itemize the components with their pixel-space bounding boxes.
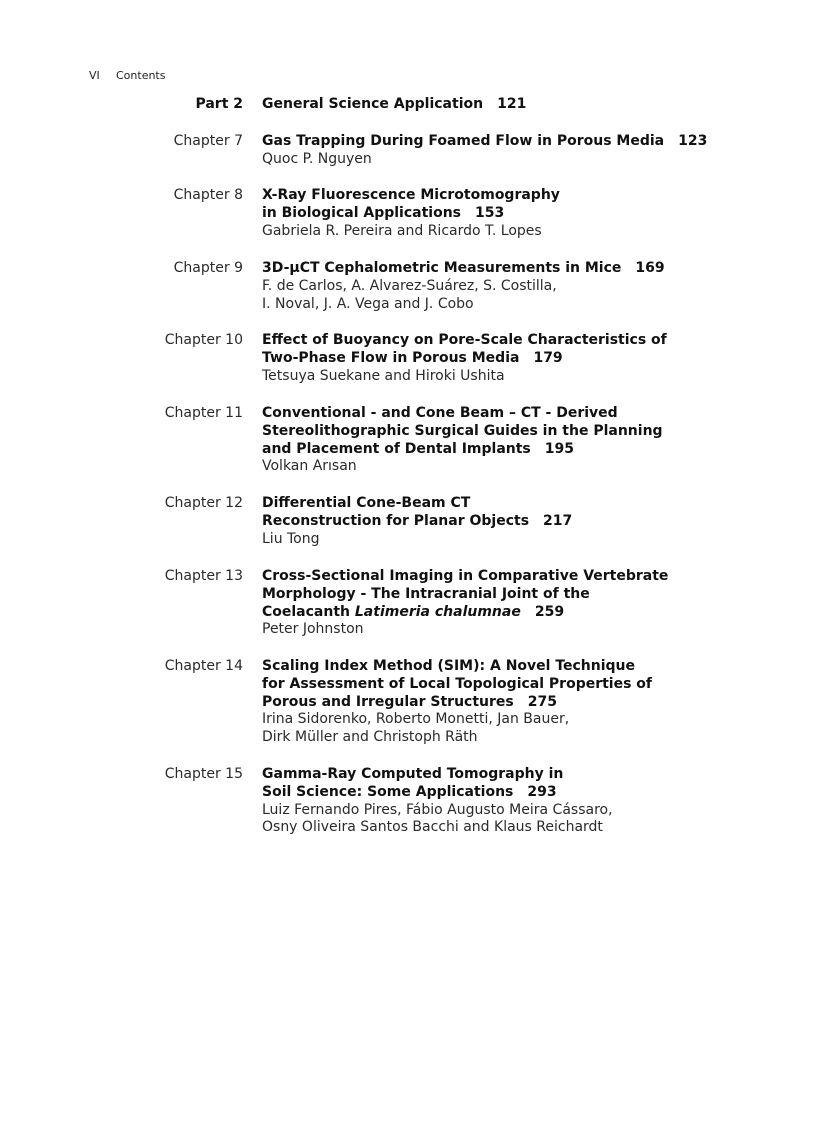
chapter-title-line	[262, 133, 792, 151]
chapter-title	[262, 332, 792, 368]
chapter-label: Chapter 11	[164, 405, 243, 421]
chapter-authors	[262, 531, 792, 549]
chapter-title-line	[262, 332, 792, 350]
chapter-label: Chapter 10	[164, 332, 243, 348]
chapter-title-text: 3D-µCT Cephalometric Measurements in Mice	[262, 260, 622, 276]
chapter-title-text: Two-Phase Flow in Porous Media	[262, 349, 520, 366]
page-folio: VI	[89, 69, 100, 82]
running-head	[89, 69, 165, 83]
chapter-label: Chapter 15	[164, 766, 243, 782]
chapter-title	[262, 495, 792, 531]
chapter-title-line	[262, 423, 792, 441]
chapter-title-text: X-Ray Fluorescence Microtomography	[262, 187, 560, 203]
chapter-page-number: 179	[533, 349, 563, 366]
chapter-page-number: 153	[475, 204, 505, 221]
chapter-title-text: Morphology - The Intracranial Joint of the	[262, 585, 590, 602]
chapter-authors-line: Irina Sidorenko, Roberto Monetti, Jan Bauer,	[262, 711, 570, 728]
chapter-title	[262, 133, 792, 151]
chapter-authors	[262, 711, 792, 747]
chapter-title	[262, 766, 792, 802]
chapter-page-number: 217	[543, 512, 573, 529]
part-label: Part 2	[195, 96, 243, 112]
chapter-title-text: Differential Cone-Beam CT	[262, 495, 471, 511]
chapter-title-line	[262, 350, 792, 368]
chapter-title-line	[262, 694, 792, 712]
chapter-authors	[262, 802, 792, 838]
chapter-authors	[262, 458, 792, 476]
chapter-page-number: 259	[534, 603, 565, 620]
chapter-title-text: Porous and Irregular Structures	[262, 693, 514, 710]
chapter-title-text: Conventional - and Cone Beam – CT - Derived	[262, 405, 618, 421]
chapter-body	[262, 405, 792, 476]
chapter-body	[262, 568, 792, 639]
chapter-authors-line: Volkan Arısan	[262, 458, 357, 475]
chapter-title-line	[262, 766, 792, 784]
chapter-body	[262, 133, 792, 169]
chapter-body	[262, 332, 792, 385]
chapter-title-line	[262, 441, 792, 459]
part-page-number: 121	[497, 96, 527, 112]
chapter-title-text: and Placement of Dental Implants	[262, 440, 531, 457]
chapter-title-line	[262, 260, 792, 278]
chapter-title-text: Scaling Index Method (SIM): A Novel Technique	[262, 658, 636, 674]
chapter-authors	[262, 278, 792, 314]
chapter-title-line	[262, 586, 792, 604]
chapter-body	[262, 187, 792, 240]
chapter-page-number: 123	[678, 133, 708, 149]
chapter-title	[262, 568, 792, 621]
chapter-title-line	[262, 784, 792, 802]
chapter-body	[262, 495, 792, 548]
chapter-body	[262, 766, 792, 837]
chapter-page-number: 169	[635, 260, 665, 276]
chapter-authors-line: Liu Tong	[262, 530, 320, 547]
chapter-authors	[262, 223, 792, 241]
chapter-title	[262, 405, 792, 458]
chapter-title-text: Cross-Sectional Imaging in Comparative Vertebrate	[262, 568, 669, 584]
chapter-title-text: Reconstruction for Planar Objects	[262, 512, 530, 529]
chapter-label: Chapter 8	[173, 187, 243, 203]
chapter-title-line	[262, 205, 792, 223]
chapter-title	[262, 658, 792, 711]
chapter-title-text: in Biological Applications	[262, 204, 462, 221]
chapter-title-text: for Assessment of Local Topological Properties of	[262, 675, 653, 692]
part-body	[262, 96, 792, 114]
chapter-title-species: Latimeria chalumnae	[354, 603, 521, 620]
chapter-authors-line: Quoc P. Nguyen	[262, 150, 372, 167]
chapter-authors	[262, 368, 792, 386]
chapter-authors-line: Luiz Fernando Pires, Fábio Augusto Meira Cássaro,	[262, 801, 613, 818]
chapter-label: Chapter 7	[173, 133, 243, 149]
chapter-title-text: Stereolithographic Surgical Guides in the Planning	[262, 422, 663, 439]
chapter-title-line	[262, 604, 792, 622]
chapter-authors-line: Peter Johnston	[262, 621, 364, 638]
chapter-body	[262, 658, 792, 747]
chapter-authors-line: I. Noval, J. A. Vega and J. Cobo	[262, 295, 474, 312]
chapter-authors-line: F. de Carlos, A. Alvarez-Suárez, S. Costilla,	[262, 277, 557, 294]
part-title	[262, 96, 792, 114]
chapter-authors	[262, 621, 792, 639]
chapter-title-line	[262, 495, 792, 513]
chapter-title-text: Coelacanth	[262, 603, 355, 620]
chapter-label: Chapter 9	[173, 260, 243, 276]
chapter-page-number: 275	[527, 693, 557, 710]
chapter-title-line	[262, 568, 792, 586]
chapter-authors-line: Gabriela R. Pereira and Ricardo T. Lopes	[262, 222, 542, 239]
running-head-title: Contents	[116, 69, 166, 82]
chapter-page-number: 293	[527, 783, 557, 800]
chapter-authors-line: Tetsuya Suekane and Hiroki Ushita	[262, 367, 505, 384]
chapter-title-line	[262, 405, 792, 423]
chapter-authors-line: Dirk Müller and Christoph Räth	[262, 729, 478, 746]
chapter-label: Chapter 14	[164, 658, 243, 674]
chapter-title-text: Gamma-Ray Computed Tomography in	[262, 766, 564, 782]
chapter-title	[262, 260, 792, 278]
chapter-title-text: Gas Trapping During Foamed Flow in Porous Media	[262, 133, 665, 149]
chapter-title-line	[262, 187, 792, 205]
chapter-title-text: Soil Science: Some Applications	[262, 783, 514, 800]
chapter-authors-line: Osny Oliveira Santos Bacchi and Klaus Reichardt	[262, 819, 603, 836]
chapter-label: Chapter 12	[164, 495, 243, 511]
chapter-title-line	[262, 676, 792, 694]
chapter-title-line	[262, 513, 792, 531]
chapter-authors	[262, 151, 792, 169]
chapter-label: Chapter 13	[164, 568, 243, 584]
chapter-body	[262, 260, 792, 313]
chapter-title-text: Effect of Buoyancy on Pore-Scale Characteristics of	[262, 332, 667, 348]
chapter-title-line	[262, 658, 792, 676]
chapter-page-number: 195	[544, 440, 574, 457]
part-title-text: General Science Application	[262, 96, 484, 112]
chapter-title	[262, 187, 792, 223]
